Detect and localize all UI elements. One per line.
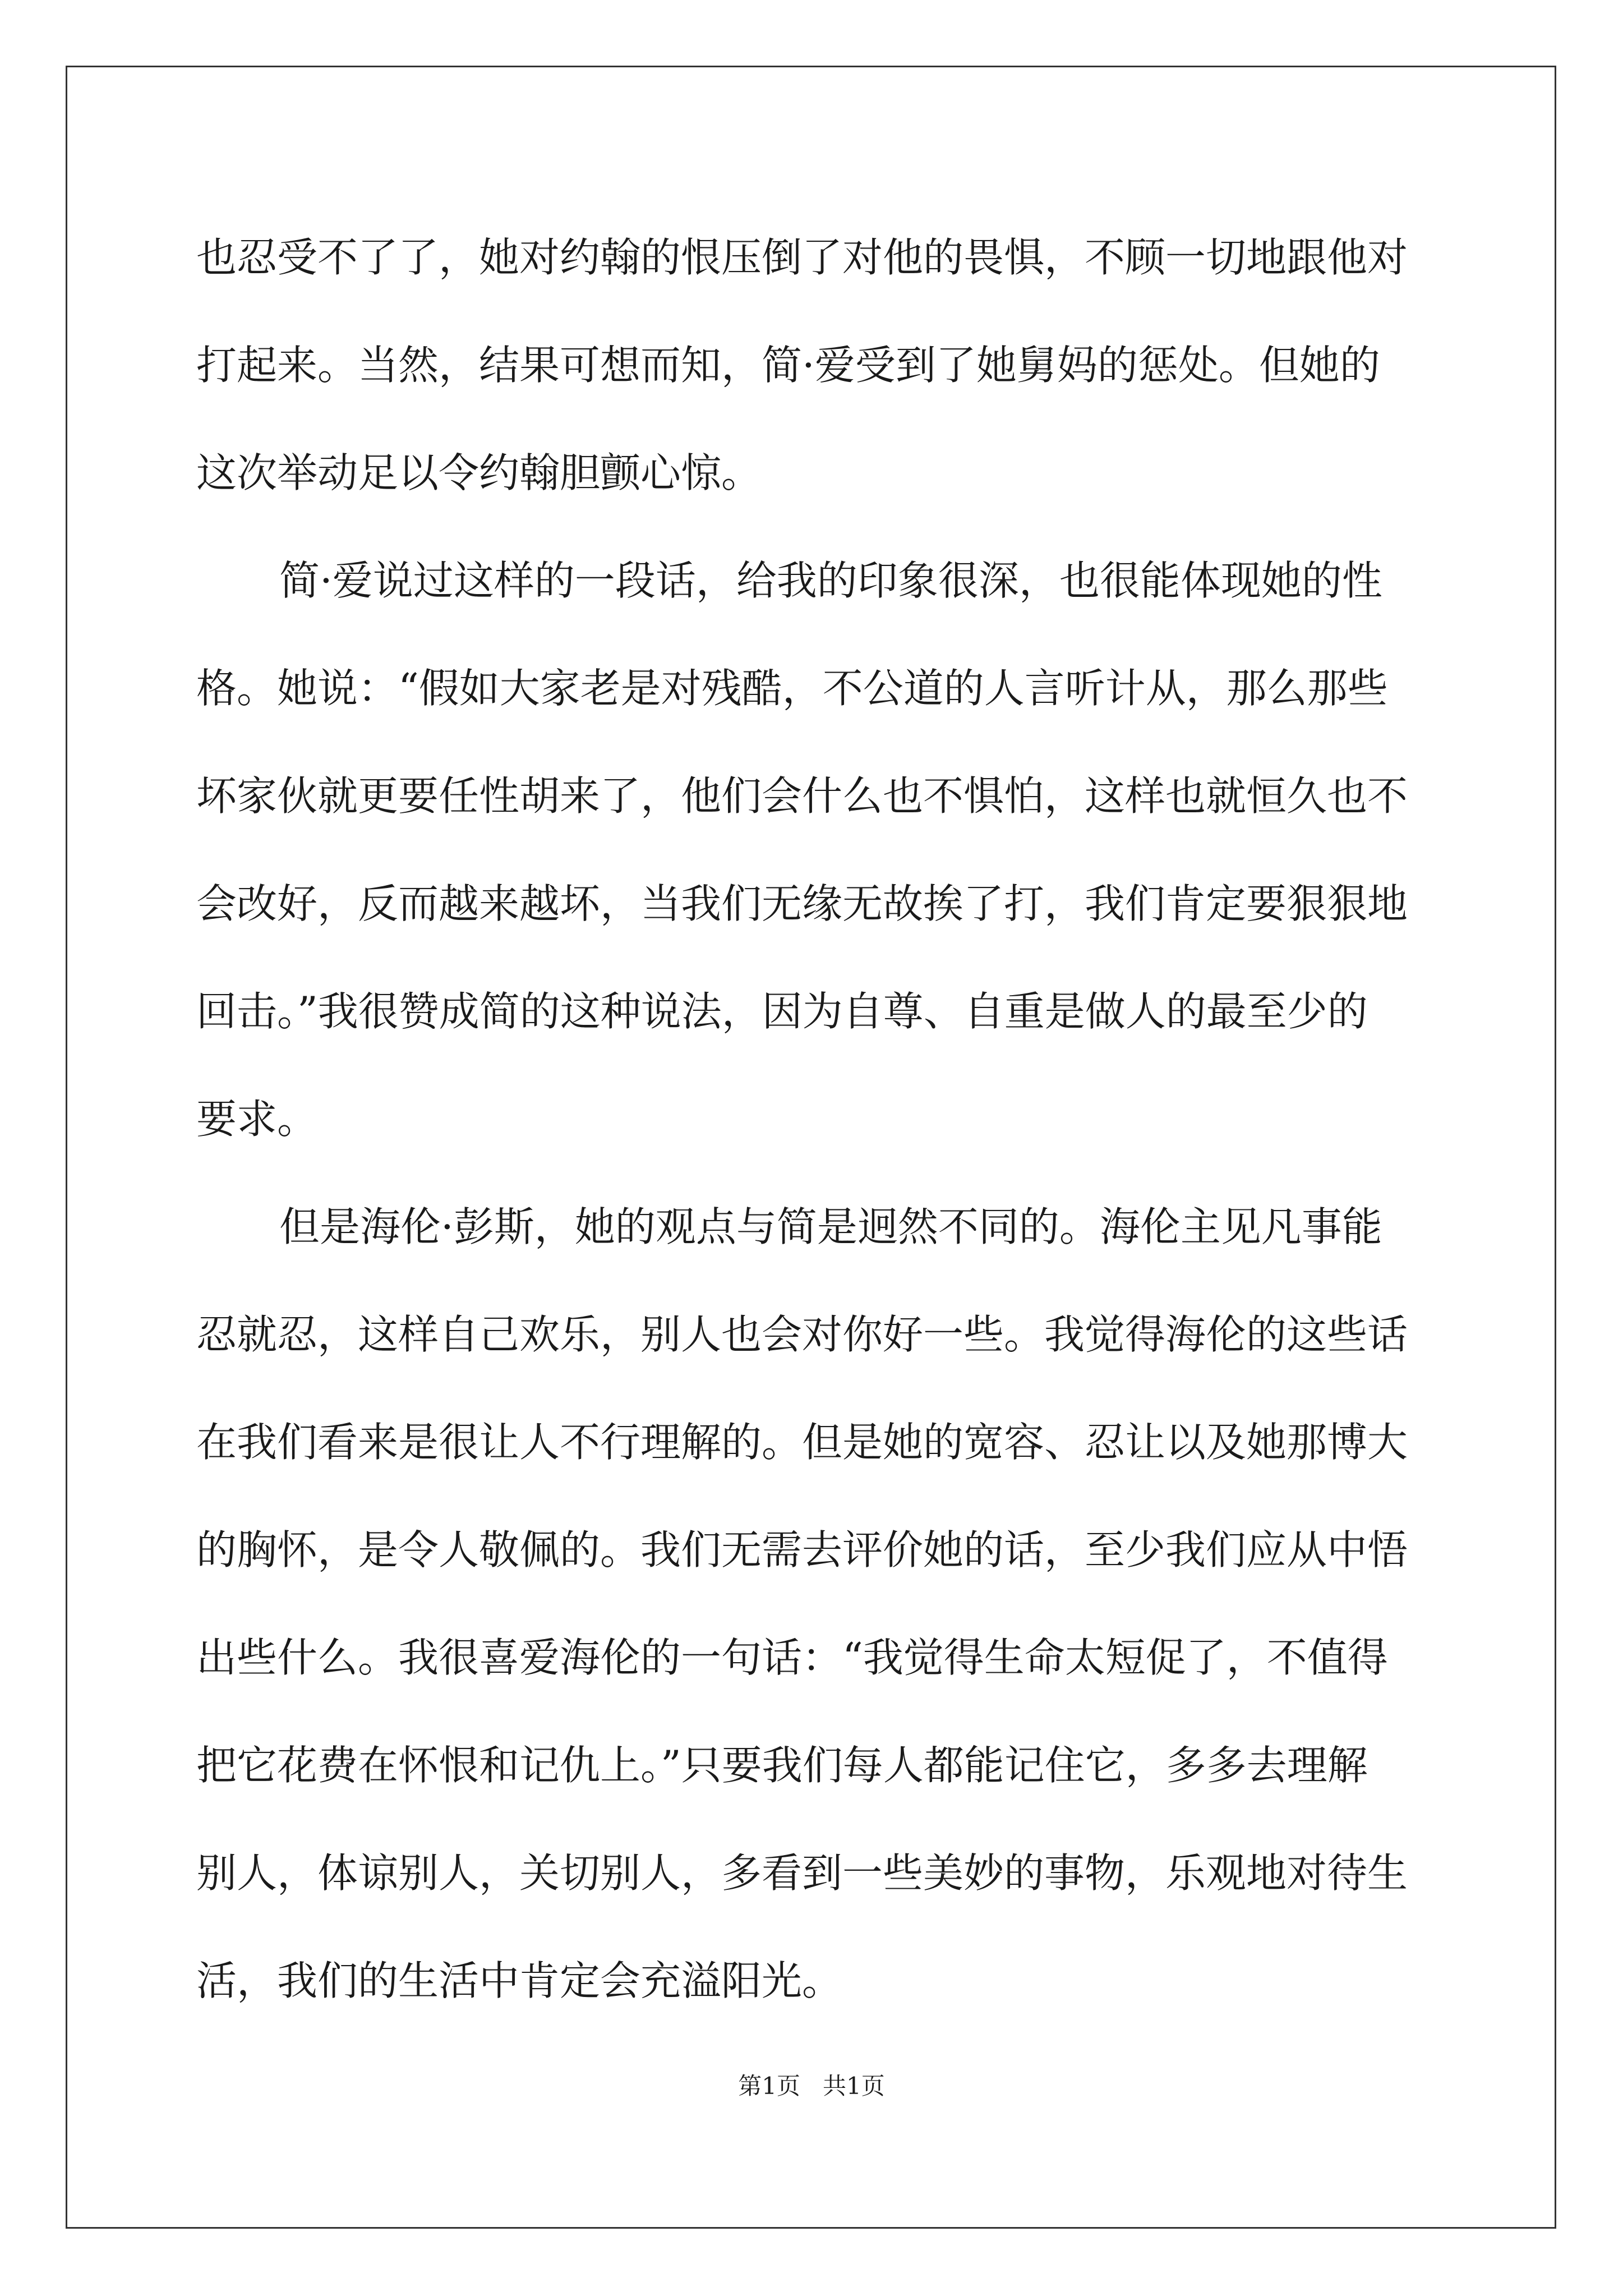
text-line: 别人，体谅别人，关切别人，多看到一些美妙的事物，乐观地对待生 — [196, 1849, 1408, 1897]
text-line: 的胸怀，是令人敬佩的。我们无需去评价她的话，至少我们应从中悟 — [196, 1526, 1408, 1573]
text-line: 这次举动足以令约翰胆颤心惊。 — [196, 449, 762, 496]
page-number: 第1页 — [738, 2072, 800, 2100]
text-line: 回击。”我很赞成简的这种说法，因为自尊、自重是做人的最至少的 — [196, 988, 1368, 1035]
document-body — [196, 204, 1430, 2035]
page-footer — [0, 2068, 1623, 2101]
text-line: 要求。 — [196, 1096, 318, 1143]
text-line: 简·爱说过这样的一段话，给我的印象很深，也很能体现她的性 — [279, 557, 1382, 604]
text-line: 把它花费在怀恨和记仇上。”只要我们每人都能记住它，多多去理解 — [196, 1742, 1368, 1789]
text-line: 打起来。当然，结果可想而知，简·爱受到了她舅妈的惩处。但她的 — [196, 342, 1380, 389]
page-total: 共1页 — [823, 2072, 885, 2100]
text-line: 会改好，反而越来越坏，当我们无缘无故挨了打，我们肯定要狠狠地 — [196, 880, 1408, 927]
text-line: 格。她说：“假如大家老是对残酷，不公道的人言听计从，那么那些 — [196, 665, 1388, 712]
text-line: 出些什么。我很喜爱海伦的一句话：“我觉得生命太短促了，不值得 — [196, 1634, 1388, 1681]
text-line: 坏家伙就更要任性胡来了，他们会什么也不惧怕，这样也就恒久也不 — [196, 772, 1408, 820]
text-line: 在我们看来是很让人不行理解的。但是她的宽容、忍让以及她那博大 — [196, 1419, 1408, 1466]
text-line: 忍就忍，这样自己欢乐，别人也会对你好一些。我觉得海伦的这些话 — [196, 1311, 1408, 1358]
text-line: 也忍受不了了，她对约翰的恨压倒了对他的畏惧，不顾一切地跟他对 — [196, 234, 1408, 281]
text-line: 但是海伦·彭斯，她的观点与简是迥然不同的。海伦主见凡事能 — [279, 1203, 1382, 1250]
text-line: 活，我们的生活中肯定会充溢阳光。 — [196, 1957, 843, 2004]
